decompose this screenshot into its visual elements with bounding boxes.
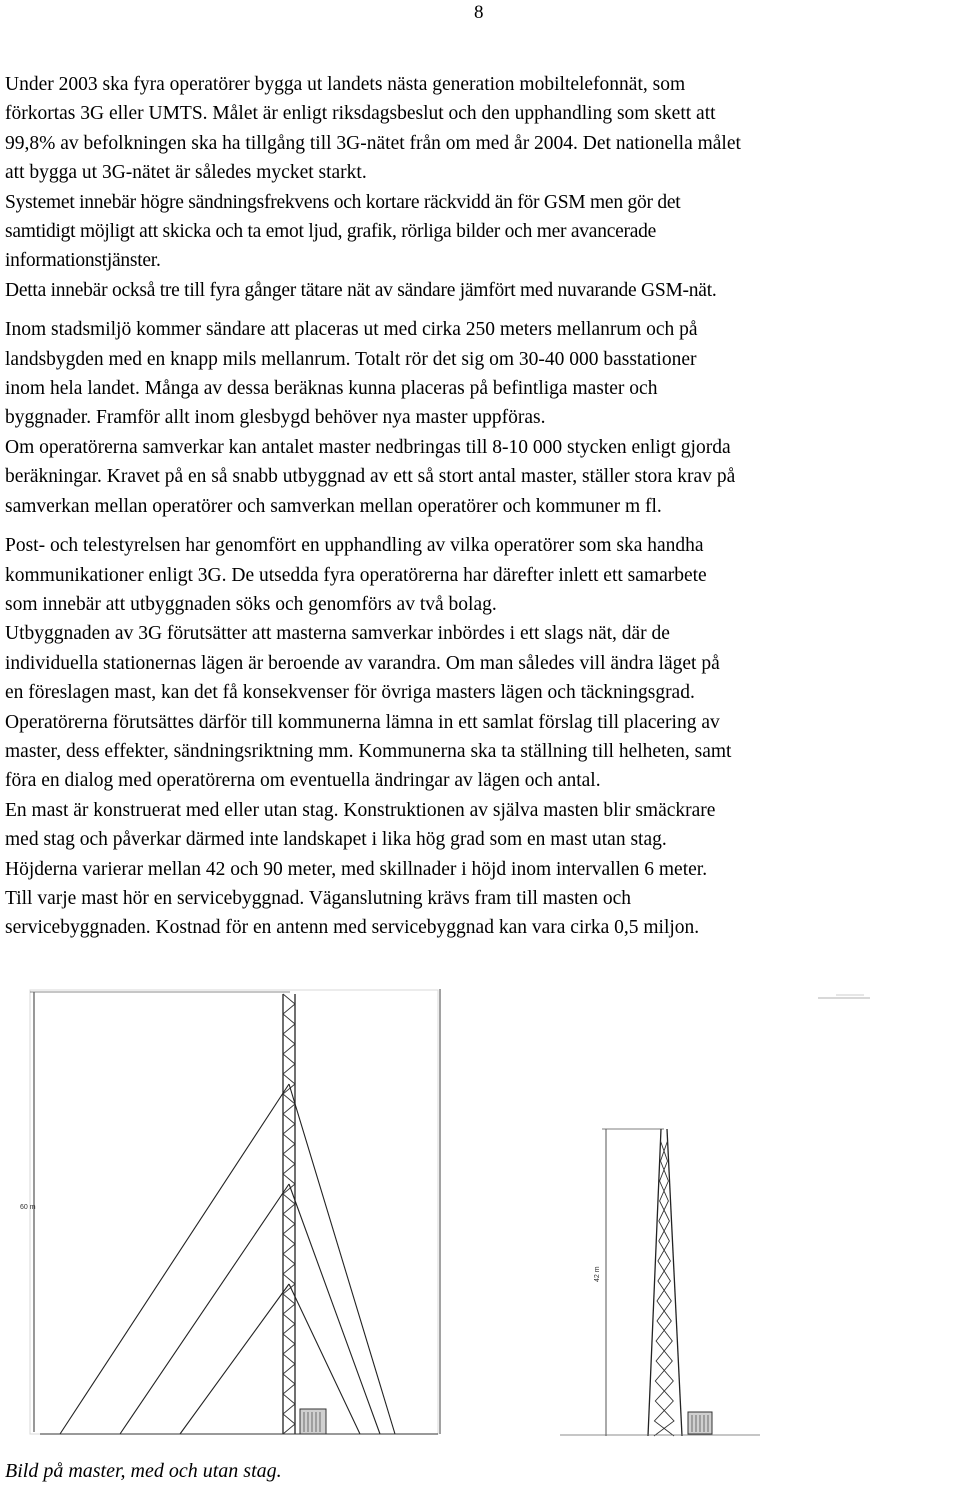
text-line: Systemet innebär högre sändningsfrekvens och kortare räckvidd än för GSM men gör det	[5, 191, 681, 213]
text-line: inom hela landet. Många av dessa beräknas kunna placeras på befintliga master och	[5, 378, 658, 400]
paragraph-denser-network	[5, 276, 955, 305]
text-line: förkortas 3G eller UMTS. Målet är enligt riksdagsbeslut och den upphandling som skett att	[5, 103, 716, 125]
text-line: 99,8% av befolkningen ska ha tillgång till 3G-nätet från om med år 2004. Det nationella målet	[5, 132, 741, 154]
text-line: Höjderna varierar mellan 42 och 90 meter, med skillnader i höjd inom intervallen 6 meter.	[5, 858, 708, 880]
text-line: beräkningar. Kravet på en så snabb utbyggnad av ett så stort antal master, ställer stora krav på	[5, 466, 736, 488]
mast-bracing	[283, 994, 295, 1434]
text-line: samverkan mellan operatörer och samverkan mellan operatörer och kommuner m fl.	[5, 495, 662, 517]
paragraph-placement	[5, 315, 955, 433]
paragraph-municipalities	[5, 708, 955, 796]
text-line: individuella stationernas lägen är beroende av varandra. Om man således vill ändra läget på	[5, 652, 720, 674]
guyed-mast-drawing	[20, 990, 438, 1434]
text-line: Inom stadsmiljö kommer sändare att placeras ut med cirka 250 meters mellanrum och på	[5, 319, 698, 341]
right-height-label: 42 m	[594, 1266, 601, 1282]
mast-drawings-svg	[0, 984, 960, 1454]
paragraph-procurement	[5, 531, 955, 619]
text-line: att bygga ut 3G-nätet är således mycket starkt.	[5, 162, 367, 184]
scale-bar	[818, 995, 870, 998]
mast-drawings-figure	[0, 984, 960, 1454]
service-building	[300, 1409, 326, 1434]
page-number: 8	[474, 2, 484, 23]
text-line: byggnader. Framför allt inom glesbygd behöver nya master uppföras.	[5, 407, 546, 429]
body-text	[5, 70, 955, 943]
paragraph-service-building	[5, 884, 955, 943]
guy-wire	[289, 1084, 395, 1434]
text-line: master, dess effekter, sändningsriktning mm. Kommunerna ska ta ställning till helheten, samt	[5, 740, 732, 762]
text-line: Detta innebär också tre till fyra gånger tätare nät av sändare jämfört med nuvarande GSM-nät.	[5, 279, 717, 301]
text-line: som innebär att utbyggnaden söks och genomförs av två bolag.	[5, 593, 497, 615]
paragraph-3g-intro	[5, 70, 955, 188]
text-line: Om operatörerna samverkar kan antalet master nedbringas till 8-10 000 stycken enligt gjorda	[5, 436, 731, 458]
text-line: servicebyggnaden. Kostnad för en antenn med servicebyggnad kan vara cirka 0,5 miljon.	[5, 917, 700, 939]
paragraph-network-dependency	[5, 619, 955, 707]
paragraph-system	[5, 188, 955, 276]
guyed-mast-lattice	[283, 994, 295, 1434]
guy-wire	[180, 1284, 289, 1434]
paragraph-heights	[5, 855, 955, 884]
text-line: föra en dialog med operatörerna om eventuella ändringar av lägen och antal.	[5, 770, 601, 792]
text-line: Utbyggnaden av 3G förutsätter att masterna samverkar inbördes i ett slags nät, där de	[5, 623, 670, 645]
text-line: en föreslagen mast, kan det få konsekvenser för övriga masters lägen och täckningsgrad.	[5, 682, 695, 704]
drawing-frame	[30, 990, 438, 1434]
text-line: samtidigt möjligt att skicka och ta emot ljud, grafik, rörliga bilder och mer avancerade	[5, 221, 657, 243]
text-line: En mast är konstruerat med eller utan stag. Konstruktionen av själva masten blir smäckrare	[5, 799, 716, 821]
guy-wire	[60, 1084, 289, 1434]
freestanding-mast-drawing	[440, 989, 870, 1436]
figure-caption: Bild på master, med och utan stag.	[5, 1460, 282, 1482]
guy-wire	[120, 1184, 289, 1434]
lattice-tower	[648, 1129, 682, 1436]
paragraph-cooperation	[5, 433, 955, 521]
text-line: Under 2003 ska fyra operatörer bygga ut landets nästa generation mobiltelefonnät, som	[5, 74, 686, 95]
guy-wires	[60, 1084, 395, 1434]
text-line: kommunikationer enligt 3G. De utsedda fyra operatörerna har därefter inlett ett samarbete	[5, 564, 707, 586]
guy-wire	[289, 1184, 380, 1434]
text-line: Post- och telestyrelsen har genomfört en upphandling av vilka operatörer som ska handha	[5, 535, 704, 557]
text-line: Operatörerna förutsättes därför till kommunerna lämna in ett samlat förslag till placering av	[5, 711, 720, 733]
service-building	[688, 1412, 712, 1434]
left-height-label: 60 m	[20, 1204, 36, 1211]
text-line: informationstjänster.	[5, 250, 161, 272]
text-line: Till varje mast hör en servicebyggnad. Väganslutning krävs fram till masten och	[5, 887, 632, 909]
tower-bracing	[654, 1141, 674, 1436]
text-line: med stag och påverkar därmed inte landskapet i lika hög grad som en mast utan stag.	[5, 829, 667, 851]
text-line: landsbygden med en knapp mils mellanrum. Totalt rör det sig om 30-40 000 basstationer	[5, 348, 697, 370]
paragraph-mast-construction	[5, 796, 955, 855]
